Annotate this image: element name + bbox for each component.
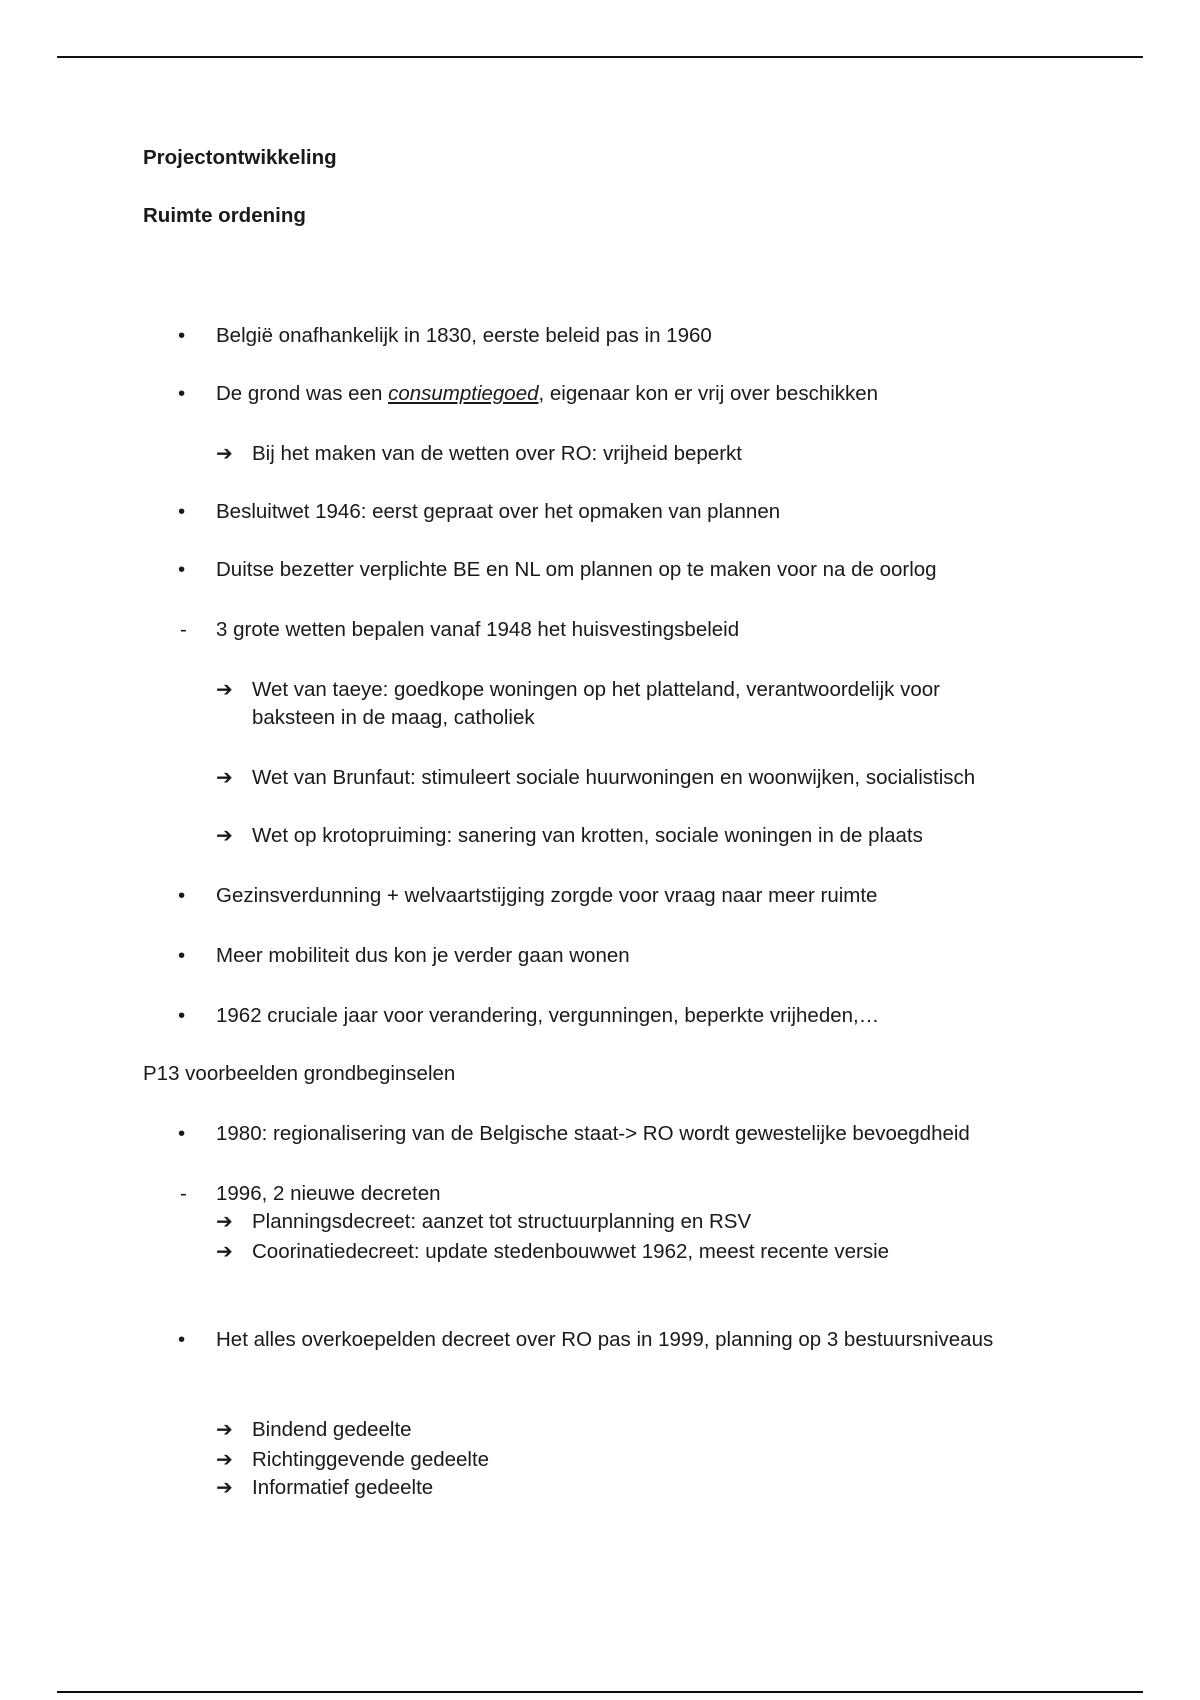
bottom-border-line (57, 1691, 1143, 1693)
arrow-right-icon: ➔ (216, 1449, 233, 1471)
arrow-item-text: Richtinggevende gedeelte (252, 1448, 490, 1471)
dash-marker: - (180, 1182, 187, 1205)
arrow-right-icon: ➔ (216, 1211, 233, 1233)
arrow-item-text: Wet van taeye: goedkope woningen op het platteland, verantwoordelijk voor (252, 678, 940, 701)
bullet-icon: • (178, 1004, 186, 1027)
arrow-right-icon: ➔ (216, 1477, 233, 1499)
dash-item-text: 3 grote wetten bepalen vanaf 1948 het huisvestingsbeleid (216, 618, 740, 641)
list-item-text: Duitse bezetter verplichte BE en NL om plannen op te maken voor na de oorlog (216, 558, 937, 581)
arrow-right-icon: ➔ (216, 825, 233, 847)
arrow-right-icon: ➔ (216, 679, 233, 701)
arrow-item-text: Bij het maken van de wetten over RO: vrijheid beperkt (252, 442, 742, 465)
dash-item-text: 1996, 2 nieuwe decreten (216, 1182, 441, 1205)
arrow-item-text-continued: baksteen in de maag, catholiek (252, 706, 535, 729)
bullet-icon: • (178, 500, 186, 523)
arrow-item-text: Wet van Brunfaut: stimuleert sociale huurwoningen en woonwijken, socialistisch (252, 766, 976, 789)
list-item-text: Besluitwet 1946: eerst gepraat over het opmaken van plannen (216, 500, 781, 523)
arrow-right-icon: ➔ (216, 767, 233, 789)
arrow-item-text: Planningsdecreet: aanzet tot structuurplanning en RSV (252, 1210, 752, 1233)
section-heading: Ruimte ordening (143, 204, 306, 227)
top-border-line (57, 56, 1143, 58)
arrow-item-text: Wet op krotopruiming: sanering van krotten, sociale woningen in de plaats (252, 824, 923, 847)
paragraph-text: P13 voorbeelden grondbeginselen (143, 1062, 456, 1085)
arrow-right-icon: ➔ (216, 1241, 233, 1263)
bullet-icon: • (178, 558, 186, 581)
dash-marker: - (180, 618, 187, 641)
list-item-text: Meer mobiliteit dus kon je verder gaan wonen (216, 944, 630, 967)
bullet-icon: • (178, 884, 186, 907)
bullet-icon: • (178, 1122, 186, 1145)
bullet-icon: • (178, 324, 186, 347)
bullet-icon: • (178, 1328, 186, 1351)
arrow-item-text: Bindend gedeelte (252, 1418, 412, 1441)
bullet-icon: • (178, 944, 186, 967)
list-item-text: Het alles overkoepelden decreet over RO pas in 1999, planning op 3 bestuursniveaus (216, 1328, 994, 1351)
list-item-text: België onafhankelijk in 1830, eerste beleid pas in 1960 (216, 324, 712, 347)
list-item-text: Gezinsverdunning + welvaartstijging zorgde voor vraag naar meer ruimte (216, 884, 878, 907)
list-item-text (216, 380, 878, 408)
text-segment: , eigenaar kon er vrij over beschikken (538, 382, 879, 405)
arrow-right-icon: ➔ (216, 443, 233, 465)
document-title: Projectontwikkeling (143, 146, 337, 169)
list-item-text: 1962 cruciale jaar voor verandering, vergunningen, beperkte vrijheden,… (216, 1004, 880, 1027)
text-segment: De grond was een (216, 382, 389, 405)
list-item-text: 1980: regionalisering van de Belgische staat-> RO wordt gewestelijke bevoegdheid (216, 1122, 970, 1145)
arrow-item-text: Coorinatiedecreet: update stedenbouwwet 1962, meest recente versie (252, 1240, 890, 1263)
arrow-item-text: Informatief gedeelte (252, 1476, 434, 1499)
emphasized-term: consumptiegoed (388, 382, 539, 405)
arrow-right-icon: ➔ (216, 1419, 233, 1441)
bullet-icon: • (178, 382, 186, 405)
